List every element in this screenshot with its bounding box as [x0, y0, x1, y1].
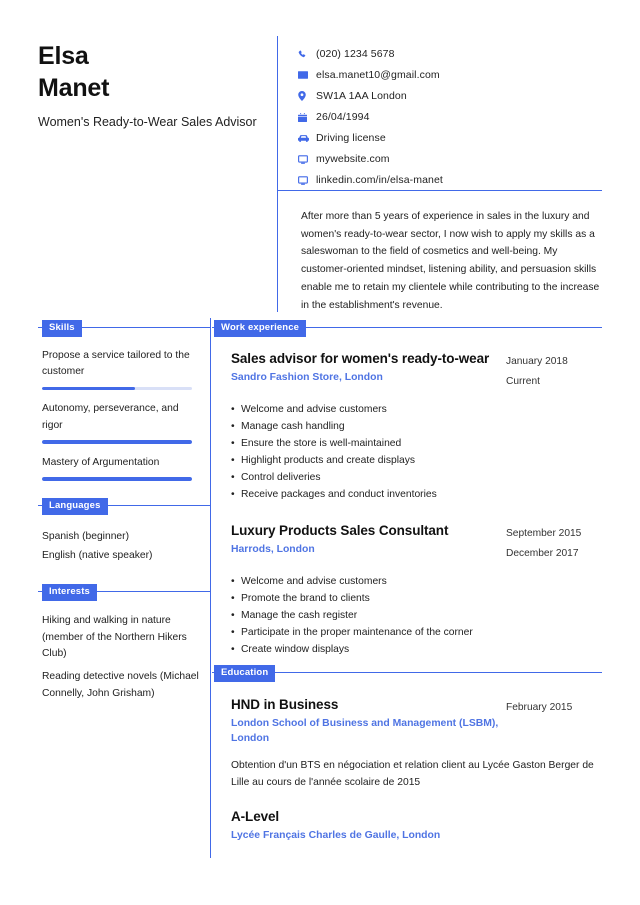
- skill-bar-track: [42, 477, 192, 481]
- work-entry-left: [231, 350, 503, 385]
- education-badge: Education: [214, 665, 275, 682]
- work-entry-date-start: January 2018: [506, 356, 568, 367]
- education-entry-date: February 2015: [506, 702, 573, 713]
- work-entry-dates: [506, 350, 602, 392]
- skills-list: [42, 348, 202, 492]
- job-title: Women's Ready-to-Wear Sales Advisor: [38, 115, 257, 129]
- interests-list: [42, 613, 202, 708]
- skill-label: Mastery of Argumentation: [42, 456, 160, 468]
- contact-list: [298, 44, 602, 191]
- work-entry-dates: [506, 522, 602, 564]
- linkedin-icon: [298, 176, 316, 185]
- skill-bar-fill: [42, 477, 192, 481]
- monitor-icon: [298, 155, 316, 164]
- bullet-item: • Welcome and advise customers: [231, 573, 602, 590]
- address-value: SW1A 1AA London: [316, 89, 407, 102]
- work-entry-bullets: [231, 401, 602, 503]
- contact-item-website[interactable]: [298, 149, 602, 169]
- header-vertical-divider: [277, 36, 278, 312]
- contact-item-address: [298, 86, 602, 106]
- skills-badge: Skills: [42, 320, 82, 337]
- bullet-item: • Manage cash handling: [231, 418, 602, 435]
- education-entry-description: Obtention d'un BTS en négociation et relation client au Lycée Gaston Berger de Lille au cours de l'année scolaire de 2015: [231, 760, 594, 789]
- education-entry-org: Lycée Français Charles de Gaulle, London: [231, 830, 441, 842]
- email-value: elsa.manet10@gmail.com: [316, 68, 440, 81]
- education-entry-header: [231, 696, 602, 746]
- interest-item: Hiking and walking in nature (member of the Northern Hikers Club): [42, 615, 187, 660]
- skill-item: [42, 348, 202, 390]
- interest-item: Reading detective novels (Michael Connelly, John Grisham): [42, 671, 199, 699]
- skill-bar-track: [42, 440, 192, 444]
- contact-item-email[interactable]: [298, 65, 602, 85]
- skill-item: [42, 455, 202, 481]
- profile-summary: After more than 5 years of experience in sales in the luxury and women's ready-to-wear sector, I now wish to apply my skills as a saleswoman to the field of cosmetics and well-being. My customer-oriented mindset, listening ability, and persuasion skills enable me to retain my clientele while contributing to the increase in the establishment's revenue.: [301, 211, 600, 311]
- bullet-item: • Highlight products and create displays: [231, 452, 602, 469]
- contact-item-linkedin[interactable]: [298, 170, 602, 190]
- education-entry-org: London School of Business and Management (LSBM), London: [231, 718, 499, 745]
- bullet-item: • Manage the cash register: [231, 607, 602, 624]
- birthdate-value: 26/04/1994: [316, 110, 370, 123]
- education-entry-left: [231, 696, 503, 746]
- work-entry-title: Sales advisor for women's ready-to-wear: [231, 351, 490, 366]
- column-divider: [210, 318, 211, 858]
- education-entry: [231, 808, 602, 843]
- linkedin-value: linkedin.com/in/elsa-manet: [316, 173, 443, 186]
- skill-item: [42, 401, 202, 443]
- bullet-item: • Welcome and advise customers: [231, 401, 602, 418]
- work-entry-org: Harrods, London: [231, 544, 315, 556]
- envelope-icon: [298, 71, 316, 79]
- calendar-icon: [298, 113, 316, 122]
- skill-bar-fill: [42, 440, 192, 444]
- skill-bar-track: [42, 387, 192, 391]
- map-pin-icon: [298, 91, 316, 101]
- work-entry-title: Luxury Products Sales Consultant: [231, 523, 449, 538]
- bullet-item: • Promote the brand to clients: [231, 590, 602, 607]
- work-entry-date-end: December 2017: [506, 547, 579, 559]
- work-entry: [231, 350, 602, 503]
- education-entry-header: [231, 808, 602, 843]
- car-icon: [298, 135, 316, 142]
- work-entry-date-start: September 2015: [506, 528, 582, 539]
- education-entry-dates: [506, 696, 602, 718]
- languages-list: [42, 527, 202, 565]
- first-name: Elsa: [38, 42, 89, 70]
- language-item: English (native speaker): [42, 550, 153, 562]
- education-entry-title: HND in Business: [231, 697, 339, 712]
- work-entry-date-end: Current: [506, 375, 540, 387]
- interests-badge: Interests: [42, 584, 97, 601]
- bullet-item: • Participate in the proper maintenance of the corner: [231, 624, 602, 641]
- bullet-item: • Control deliveries: [231, 469, 602, 486]
- skill-bar-fill: [42, 387, 135, 391]
- skill-label: Propose a service tailored to the customer: [42, 350, 190, 378]
- language-item: Spanish (beginner): [42, 531, 130, 542]
- phone-value: (020) 1234 5678: [316, 47, 395, 60]
- work-experience-badge: Work experience: [214, 320, 306, 337]
- bullet-item: • Create window displays: [231, 641, 602, 658]
- website-value: mywebsite.com: [316, 152, 390, 165]
- header: [0, 0, 640, 310]
- driving-license-value: Driving license: [316, 131, 386, 144]
- education-entry-title: A-Level: [231, 809, 280, 824]
- skill-label: Autonomy, perseverance, and rigor: [42, 403, 179, 431]
- work-entry: [231, 522, 602, 658]
- work-entry-bullets: [231, 573, 602, 658]
- bullet-item: • Ensure the store is well-maintained: [231, 435, 602, 452]
- contact-item-driving-license: [298, 128, 602, 148]
- education-entry-left: [231, 808, 503, 843]
- contact-item-birthdate: [298, 107, 602, 127]
- education-entry: [231, 696, 602, 791]
- work-entry-header: [231, 350, 602, 392]
- work-entry-org: Sandro Fashion Store, London: [231, 372, 383, 384]
- work-entry-left: [231, 522, 503, 557]
- languages-badge: Languages: [42, 498, 108, 515]
- last-name: Manet: [38, 74, 110, 102]
- phone-icon: [298, 50, 316, 59]
- contact-item-phone[interactable]: [298, 44, 602, 64]
- work-entry-header: [231, 522, 602, 564]
- identity-block: [38, 40, 263, 132]
- bullet-item: • Receive packages and conduct inventories: [231, 486, 602, 503]
